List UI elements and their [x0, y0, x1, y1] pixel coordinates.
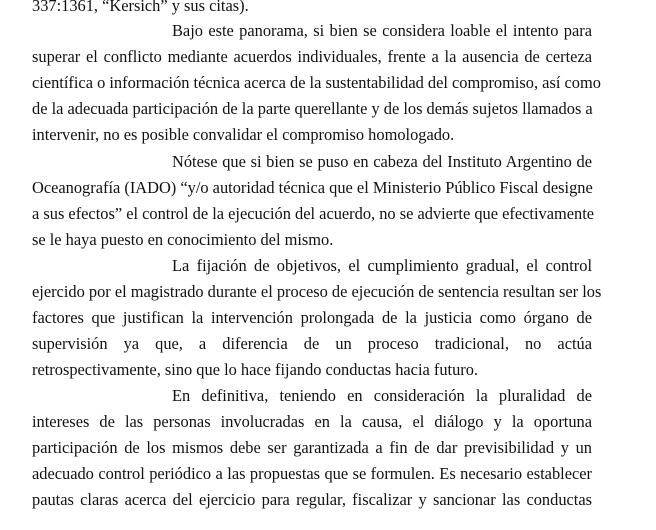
paragraph-first-line: La fijación de objetivos, el cumplimiento gradual, el control — [172, 256, 592, 275]
text-line: supervisión ya que, a diferencia de un proceso tradicional, no actúa — [32, 334, 592, 353]
text-line: pautas claras acerca del ejercicio para regular, fiscalizar y sancionar las conductas — [32, 490, 592, 509]
text-line: ejercido por el magistrado durante el proceso de ejecución de sentencia resultan ser los — [32, 282, 602, 301]
text-line: superar el conflicto mediante acuerdos individuales, frente a la ausencia de certeza — [32, 47, 592, 66]
text-line: adecuado control periódico a las propuestas que se formulen. Es necesario establecer — [32, 464, 592, 483]
text-line: 337:1361, “Kersich” y sus citas). — [32, 0, 249, 15]
paragraph-last-line: retrospectivamente, sino que lo hace fijando conductas hacia futuro. — [32, 360, 479, 379]
paragraph-first-line: Bajo este panorama, si bien se considera loable el intento para — [172, 21, 592, 40]
text-line: de la adecuada participación de la parte querellante y de los demás sujetos llamados a — [32, 99, 593, 118]
paragraph-first-line: Nótese que si bien se puso en cabeza del Instituto Argentino de — [172, 152, 592, 171]
text-line: intereses de las personas involucradas en la causa, el diálogo y la oportuna — [32, 412, 592, 431]
text-line: a sus efectos” el control de la ejecución del acuerdo, no se advierte que efectivamente — [32, 204, 595, 223]
text-line: Oceanografía (IADO) “y/o autoridad técnica que el Ministerio Público Fiscal designe — [32, 178, 593, 197]
paragraph-last-line: se le haya puesto en conocimiento del mismo. — [32, 230, 334, 249]
paragraph-first-line: En definitiva, teniendo en consideración la pluralidad de — [172, 386, 592, 405]
text-line: científica o información técnica acerca de la sustentabilidad del compromiso, así como — [32, 73, 601, 92]
paragraph-last-line: intervenir, no es posible convalidar el compromiso homologado. — [32, 125, 455, 144]
text-line: participación de los mismos debe ser garantizada a fin de dar previsibilidad y un — [32, 438, 592, 457]
text-line: factores que justifican la intervención prolongada de la justicia como órgano de — [32, 308, 592, 327]
